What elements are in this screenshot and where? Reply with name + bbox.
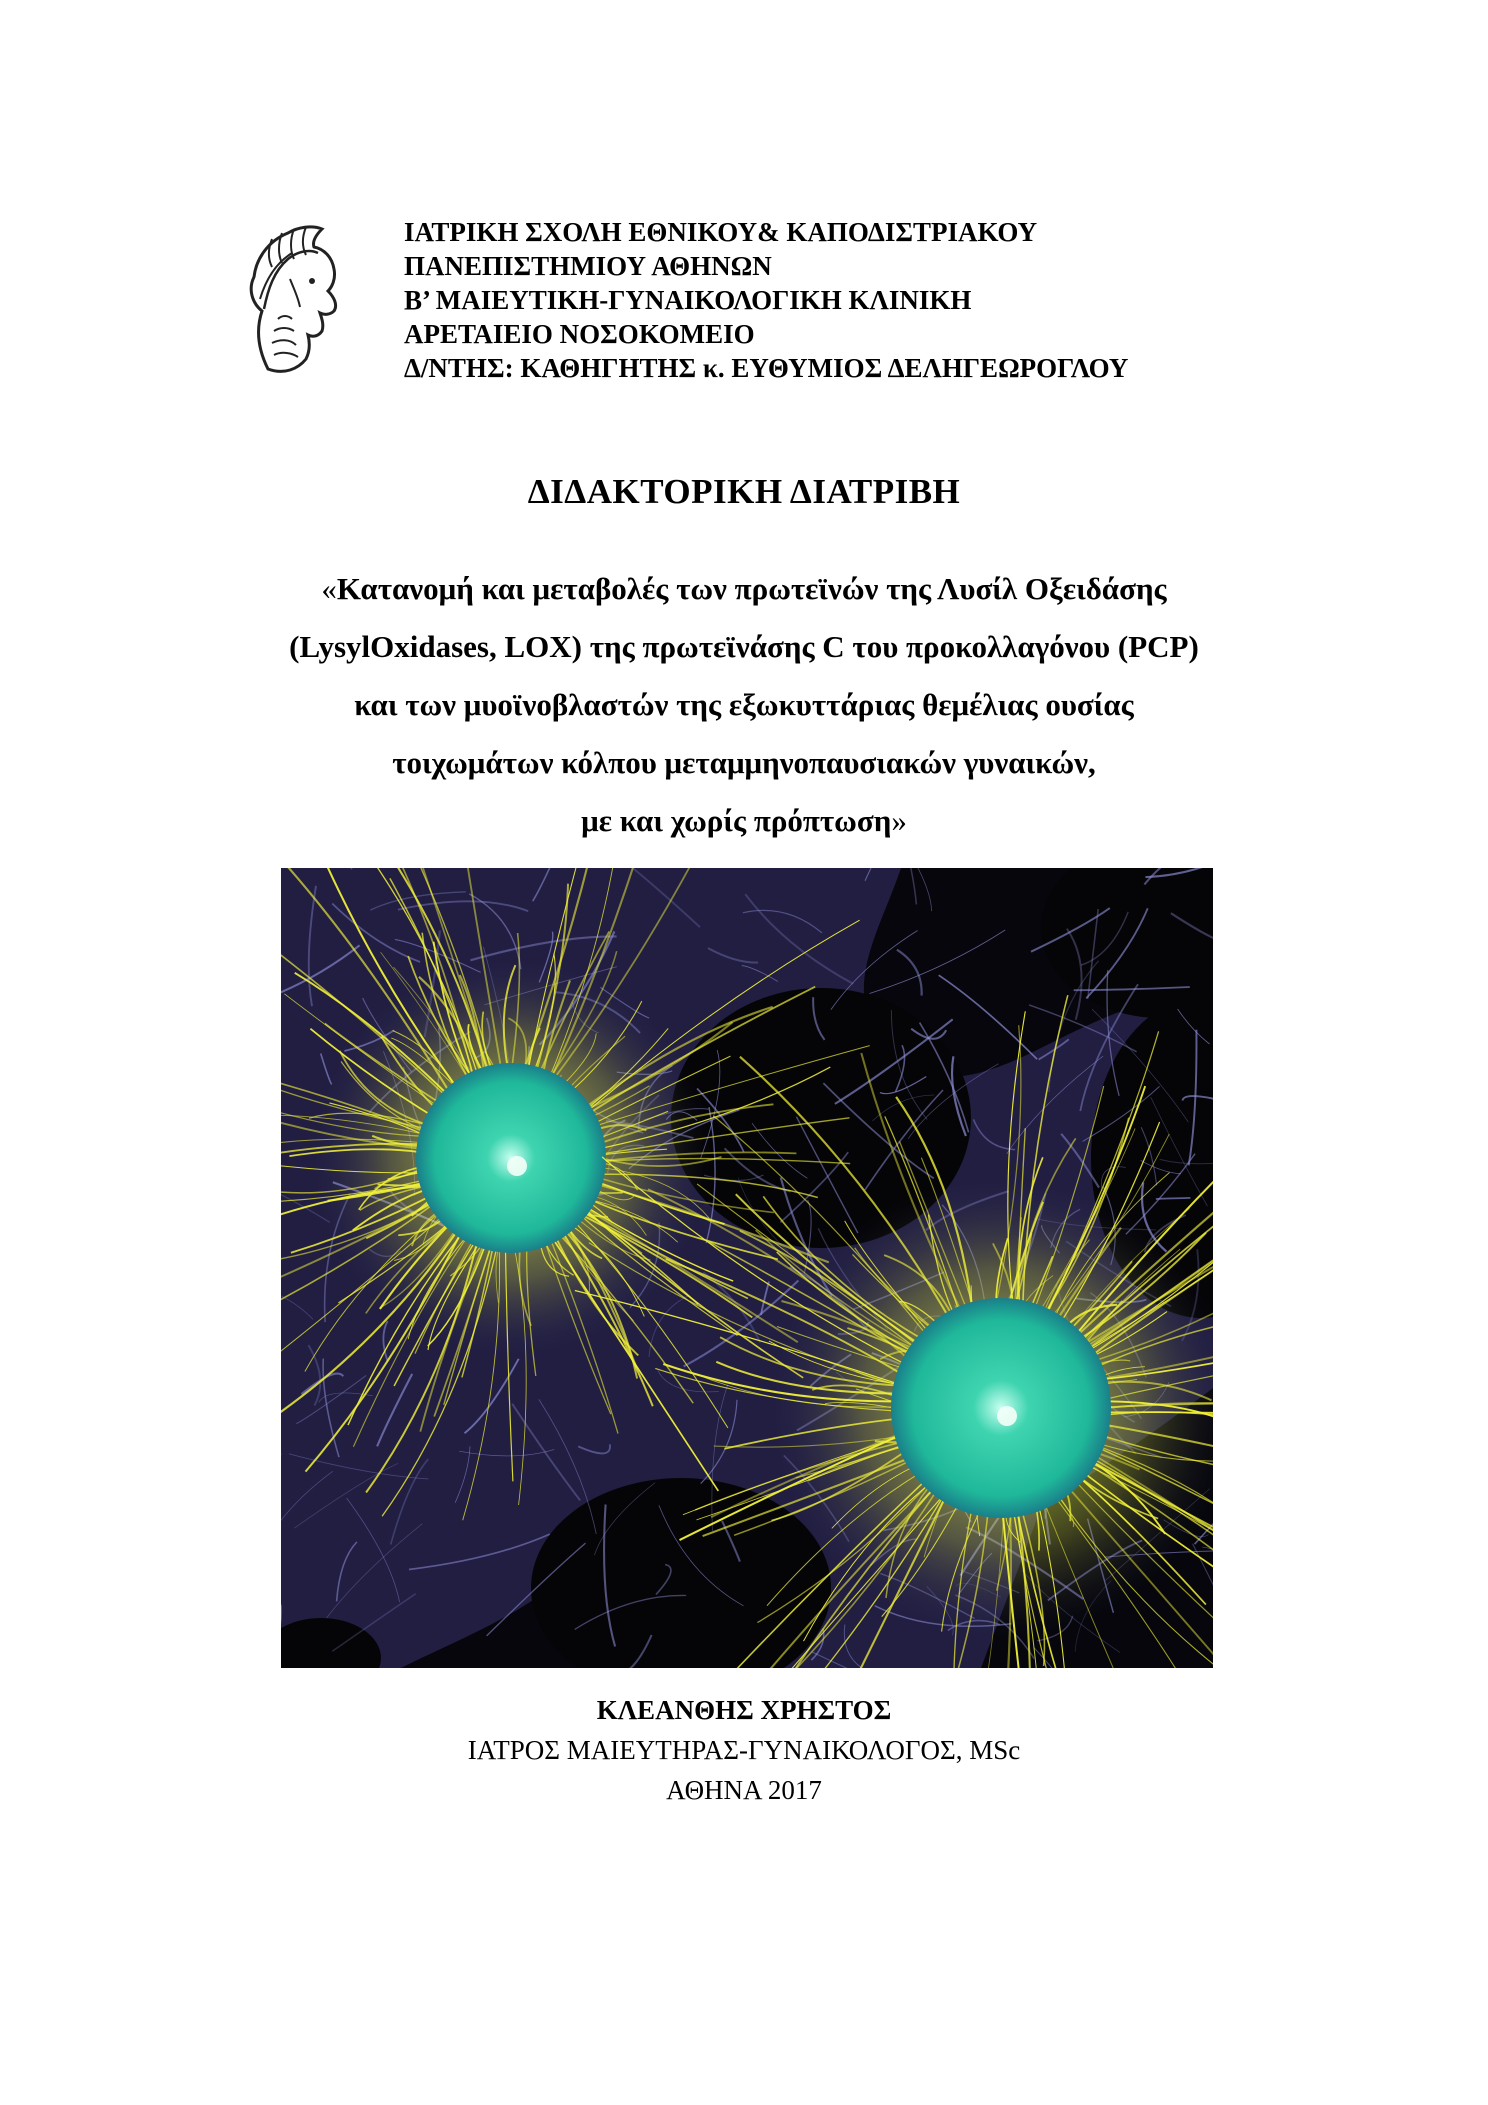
title-line	[0, 618, 1488, 676]
institution-lines	[404, 215, 1128, 385]
centrosome	[507, 1156, 527, 1176]
open-quote: «	[321, 571, 337, 606]
institution-header	[238, 215, 1278, 385]
title-line	[0, 792, 1488, 850]
title-line	[0, 560, 1488, 618]
centrosome	[997, 1406, 1017, 1426]
title-line	[0, 734, 1488, 792]
title-line-text: με και χωρίς πρόπτωση	[581, 803, 892, 838]
header-line: ΠΑΝΕΠΙΣΤΗΜΙΟΥ ΑΘΗΝΩΝ	[404, 251, 772, 281]
athena-head-logo-icon	[238, 219, 346, 379]
fluorescence-micrograph-cells-image	[281, 868, 1213, 1668]
micrograph-canvas	[281, 868, 1213, 1668]
title-line	[0, 676, 1488, 734]
actin-fibre	[897, 950, 922, 996]
thesis-title	[0, 560, 1488, 850]
close-quote: »	[891, 803, 907, 838]
title-line-text: (LysylOxidases, LOX) της πρωτεϊνάσης C του προκολλαγόνου (PCP)	[289, 629, 1199, 664]
header-line: ΙΑΤΡΙΚΗ ΣΧΟΛΗ ΕΘΝΙΚΟΥ& ΚΑΠΟΔΙΣΤΡΙΑΚΟΥ	[404, 217, 1038, 247]
author-name: ΚΛΕΑΝΘΗΣ ΧΡΗΣΤΟΣ	[596, 1695, 892, 1725]
actin-fibre	[1156, 1198, 1191, 1199]
title-line-text: τοιχωμάτων κόλπου μεταμμηνοπαυσιακών γυναικών,	[392, 745, 1096, 780]
author-block	[0, 1690, 1488, 1810]
document-type-heading: ΔΙΔΑΚΤΟΡΙΚΗ ΔΙΑΤΡΙΒΗ	[527, 472, 961, 511]
place-year: ΑΘΗΝΑ 2017	[666, 1775, 822, 1805]
header-line: Β’ ΜΑΙΕΥΤΙΚΗ-ΓΥΝΑΙΚΟΛΟΓΙΚΗ ΚΛΙΝΙΚΗ	[404, 285, 972, 315]
actin-fibre	[939, 975, 1037, 1059]
void-region	[1041, 868, 1213, 1018]
header-line: ΑΡΕΤΑΙΕΙΟ ΝΟΣΟΚΟΜΕΙΟ	[404, 319, 755, 349]
author-role: ΙΑΤΡΟΣ ΜΑΙΕΥΤΗΡΑΣ-ΓΥΝΑΙΚΟΛΟΓΟΣ, MSc	[467, 1735, 1021, 1765]
title-line-text: Κατανομή και μεταβολές των πρωτεϊνών της Λυσίλ Οξειδάσης	[336, 571, 1167, 606]
actin-fibre	[870, 930, 1006, 994]
header-line: Δ/ΝΤΗΣ: ΚΑΘΗΓΗΤΗΣ κ. ΕΥΘΥΜΙΟΣ ΔΕΛΗΓΕΩΡΟΓΛΟΥ	[404, 353, 1129, 383]
title-line-text: και των μυοϊνοβλαστών της εξωκυττάριας θεμέλιας ουσίας	[354, 687, 1134, 722]
